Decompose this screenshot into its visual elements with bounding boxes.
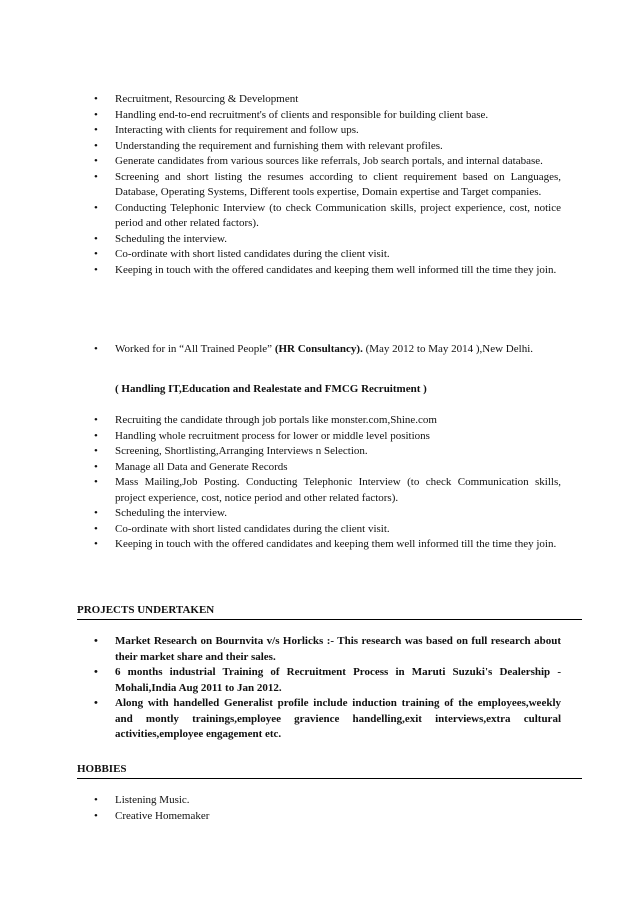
projects-list [77,634,561,743]
list-item: • Recruiting the candidate through job portals like monster.com,Shine.com [77,413,561,429]
list-item: • Mass Mailing,Job Posting. Conducting Telephonic Interview (to check Communication skills, project experience, cost, notice period and other related factors). [77,475,561,506]
list-item: • Manage all Data and Generate Records [77,460,561,476]
list-item: • Interacting with clients for requirement and follow ups. [77,123,561,139]
job-entry [77,342,561,358]
job-company: (HR Consultancy). [274,343,363,355]
list-item: • Handling end-to-end recruitment's of clients and responsible for building client base. [77,108,561,124]
list-item: • Creative Homemaker [77,809,561,825]
list-item: • Keeping in touch with the offered candidates and keeping them well informed till the time they join. [77,537,561,553]
list-item: • Scheduling the interview. [77,232,561,248]
job-suffix: (May 2012 to May 2014 ),New Delhi. [362,343,533,355]
list-item: • 6 months industrial Training of Recruitment Process in Maruti Suzuki's Dealership - Mohali,India Aug 2011 to Jan 2012. [77,665,561,696]
list-item: • Co-ordinate with short listed candidates during the client visit. [77,522,561,538]
list-item: • Recruitment, Resourcing & Development [77,92,561,108]
list-item: • Understanding the requirement and furnishing them with relevant profiles. [77,139,561,155]
list-item: • Screening and short listing the resumes according to client requirement based on Languages, Database, Operating Systems, Different tools expertise, Domain expertise and Target companies. [77,170,561,201]
hobbies-list [77,793,561,824]
list-item: • Co-ordinate with short listed candidates during the client visit. [77,247,561,263]
job-subtitle: ( Handling IT,Education and Realestate and FMCG Recruitment ) [115,383,427,395]
job-entry-line [77,342,561,358]
list-item: • Conducting Telephonic Interview (to check Communication skills, project experience, cost, notice period and other related factors). [77,201,561,232]
list-item: • Screening, Shortlisting,Arranging Interviews n Selection. [77,444,561,460]
list-item: • Along with handelled Generalist profile include induction training of the employees,weekly and montly trainings,employee gravience handelling,exit interviews,extra cultural activities,employee engagement etc. [77,696,561,743]
list-item: • Market Research on Bournvita v/s Horlicks :- This research was based on full research about their market share and their sales. [77,634,561,665]
list-item: • Scheduling the interview. [77,506,561,522]
projects-heading: PROJECTS UNDERTAKEN [77,604,582,620]
hobbies-heading: HOBBIES [77,763,582,779]
responsibilities-list-1 [77,92,561,278]
list-item: • Keeping in touch with the offered candidates and keeping them well informed till the time they join. [77,263,561,279]
list-item: • Listening Music. [77,793,561,809]
responsibilities-list-2 [77,413,561,553]
list-item: • Generate candidates from various sources like referrals, Job search portals, and internal database. [77,154,561,170]
list-item: • Handling whole recruitment process for lower or middle level positions [77,429,561,445]
job-prefix: Worked for in “All Trained People” [115,343,275,355]
